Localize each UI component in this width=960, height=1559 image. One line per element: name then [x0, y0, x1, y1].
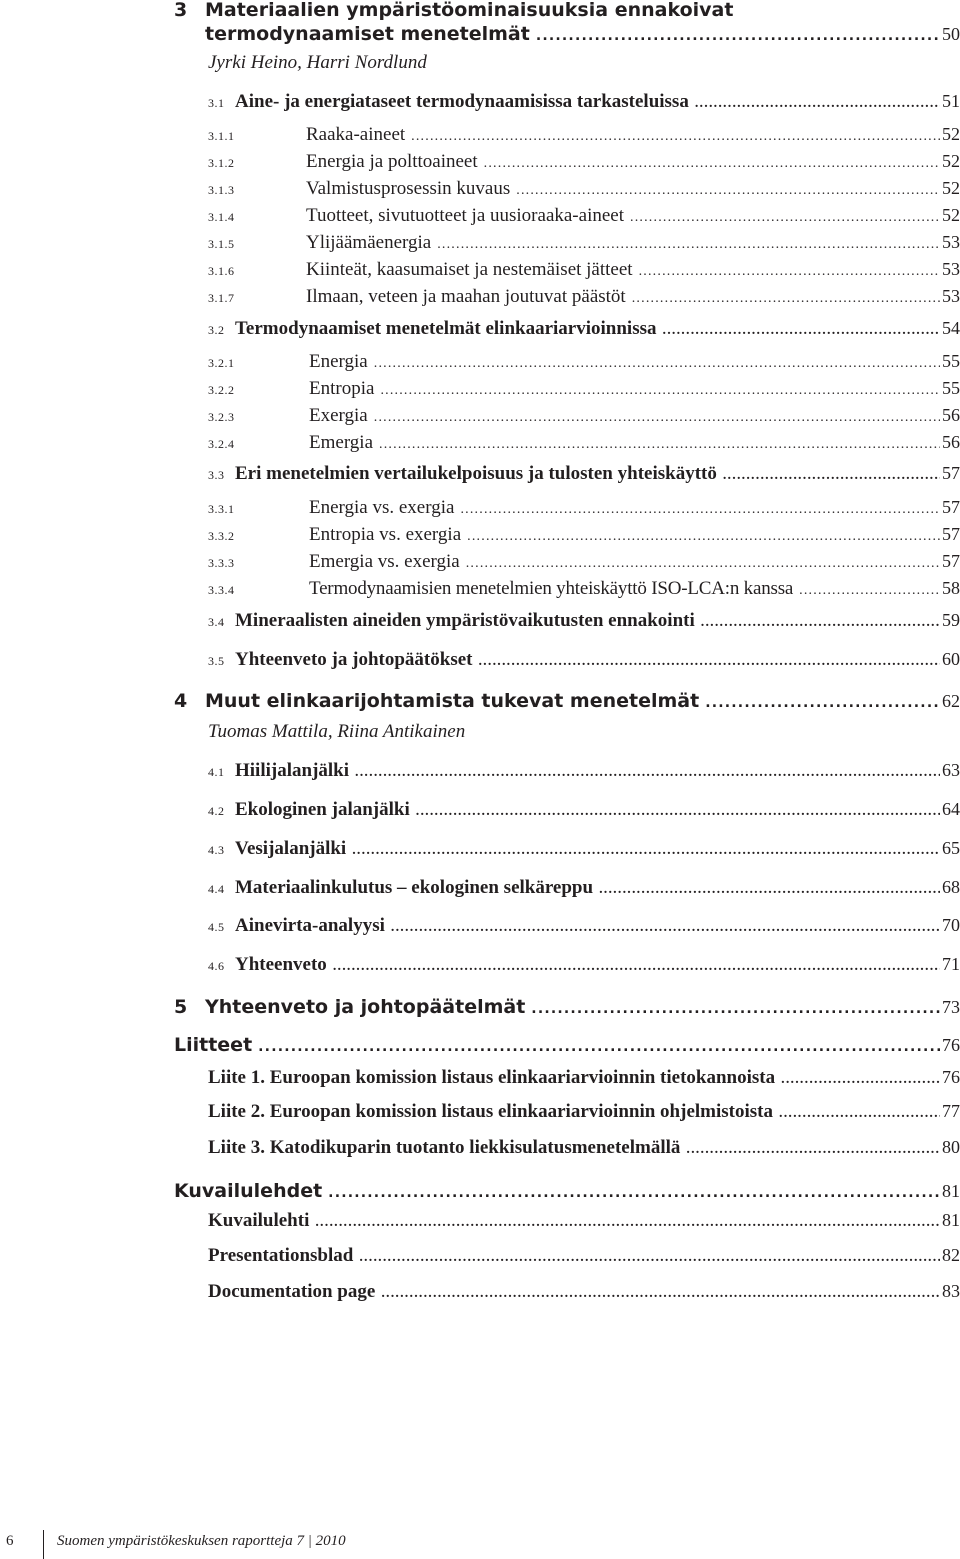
- page-number: 55: [942, 378, 960, 398]
- chapter-number: 5: [174, 996, 188, 1018]
- section-number: 4.2: [208, 804, 225, 818]
- dot-leader: [328, 1185, 940, 1201]
- page-number: 71: [942, 954, 960, 974]
- chapter-number: 3: [174, 0, 188, 21]
- chapter-number: 4: [174, 690, 188, 712]
- toc-subsection-3-1-1[interactable]: [0, 124, 960, 146]
- dot-leader: [630, 210, 940, 226]
- dot-leader: [516, 183, 940, 199]
- dot-leader: [632, 291, 940, 307]
- section-number: 3.5: [208, 654, 225, 668]
- toc-kuvailulehti[interactable]: [0, 1210, 960, 1232]
- dot-leader: [374, 356, 940, 372]
- subsection-title: Kiinteät, kaasumaiset ja nestemäiset jätteet: [306, 259, 633, 280]
- subsection-number: 3.1.1: [208, 129, 235, 143]
- page-number: 83: [942, 1281, 960, 1301]
- dot-leader: [460, 502, 940, 518]
- toc-presentationsblad[interactable]: [0, 1245, 960, 1267]
- footer-divider: [43, 1530, 44, 1559]
- section-title: Vesijalanjälki: [235, 838, 347, 859]
- chapter-3-heading-line-2[interactable]: [0, 24, 960, 46]
- subsection-title: Entropia vs. exergia: [309, 524, 462, 545]
- subsection-title: Exergia: [309, 405, 368, 426]
- toc-subsection-3-2-3[interactable]: [0, 405, 960, 427]
- chapter-title: Materiaalien ympäristöominaisuuksia ennakoivat: [205, 0, 734, 21]
- toc-section-4-1[interactable]: [0, 760, 960, 782]
- toc-liite-2[interactable]: [0, 1101, 960, 1123]
- subsection-title: Energia ja polttoaineet: [306, 151, 478, 172]
- section-title: Ainevirta-analyysi: [235, 915, 385, 936]
- subsection-number: 3.3.1: [208, 502, 235, 516]
- page-footer: [0, 1512, 960, 1559]
- dot-leader: [484, 156, 940, 172]
- section-title: Termodynaamiset menetelmät elinkaariarvioinnissa: [235, 318, 657, 339]
- dot-leader: [599, 882, 940, 898]
- chapter-3-heading-line-1[interactable]: [0, 0, 960, 22]
- toc-liite-1[interactable]: [0, 1067, 960, 1089]
- page-number: 57: [942, 497, 960, 517]
- dot-leader: [352, 843, 940, 859]
- page-number: 52: [942, 205, 960, 225]
- page-number: 81: [942, 1181, 960, 1201]
- dot-leader: [701, 615, 940, 631]
- section-number: 3.4: [208, 615, 225, 629]
- page-number: 54: [942, 318, 960, 338]
- subsection-title: Valmistusprosessin kuvaus: [306, 178, 511, 199]
- toc-subsection-3-1-7[interactable]: [0, 286, 960, 308]
- toc-section-4-4[interactable]: [0, 877, 960, 899]
- description-page-title: Presentationsblad: [208, 1245, 354, 1266]
- toc-subsection-3-2-4[interactable]: [0, 432, 960, 454]
- toc-liitteet[interactable]: [0, 1035, 960, 1057]
- chapter-title: Yhteenveto ja johtopäätelmät: [205, 996, 526, 1018]
- subsection-title: Termodynaamisien menetelmien yhteiskäyttö ISO-LCA:n kanssa: [309, 578, 794, 599]
- toc-subsection-3-1-3[interactable]: [0, 178, 960, 200]
- liitteet-title: Liitteet: [174, 1034, 253, 1056]
- toc-section-3-5[interactable]: [0, 649, 960, 671]
- dot-leader: [467, 529, 940, 545]
- toc-section-3-1[interactable]: [0, 91, 960, 113]
- dot-leader: [705, 695, 940, 711]
- subsection-number: 3.1.7: [208, 291, 235, 305]
- section-number: 3.1: [208, 96, 225, 110]
- dot-leader: [258, 1039, 940, 1055]
- page-number: 50: [942, 24, 960, 44]
- section-number: 3.2: [208, 323, 225, 337]
- dot-leader: [315, 1215, 940, 1231]
- chapter-5-heading[interactable]: [0, 997, 960, 1019]
- dot-leader: [416, 804, 940, 820]
- dot-leader: [437, 237, 940, 253]
- subsection-title: Ylijäämäenergia: [306, 232, 432, 253]
- page-number: 56: [942, 432, 960, 452]
- toc-subsection-3-2-1[interactable]: [0, 351, 960, 373]
- toc-subsection-3-3-3[interactable]: [0, 551, 960, 573]
- dot-leader: [639, 264, 940, 280]
- page-number: 58: [942, 578, 960, 598]
- dot-leader: [355, 765, 940, 781]
- chapter-4-heading[interactable]: [0, 691, 960, 713]
- section-title: Yhteenveto ja johtopäätökset: [235, 649, 473, 670]
- page-number: 70: [942, 915, 960, 935]
- section-title: Aine- ja energiataseet termodynaamisissa tarkasteluissa: [235, 91, 689, 112]
- chapter-3-authors: Jyrki Heino, Harri Nordlund: [208, 52, 427, 73]
- appendix-title: Liite 1. Euroopan komission listaus elinkaariarvioinnin tietokannoista: [208, 1067, 776, 1088]
- dot-leader: [391, 920, 940, 936]
- page-number: 82: [942, 1245, 960, 1265]
- page-number: 63: [942, 760, 960, 780]
- subsection-title: Ilmaan, veteen ja maahan joutuvat päästöt: [306, 286, 626, 307]
- toc-section-4-3[interactable]: [0, 838, 960, 860]
- subsection-title: Emergia: [309, 432, 374, 453]
- appendix-title: Liite 2. Euroopan komission listaus elinkaariarvioinnin ohjelmistoista: [208, 1101, 773, 1122]
- toc-section-3-2[interactable]: [0, 318, 960, 340]
- toc-section-4-5[interactable]: [0, 915, 960, 937]
- dot-leader: [695, 96, 940, 112]
- toc-section-4-6[interactable]: [0, 954, 960, 976]
- section-number: 4.6: [208, 959, 225, 973]
- subsection-number: 3.2.3: [208, 410, 235, 424]
- subsection-number: 3.3.3: [208, 556, 235, 570]
- section-number: 3.3: [208, 468, 225, 482]
- dot-leader: [466, 556, 940, 572]
- page-number: 55: [942, 351, 960, 371]
- toc-documentation-page[interactable]: [0, 1281, 960, 1303]
- page-number: 76: [942, 1035, 960, 1055]
- page-number: 52: [942, 178, 960, 198]
- section-title: Yhteenveto: [235, 954, 327, 975]
- dot-leader: [531, 1001, 940, 1017]
- description-page-title: Kuvailulehti: [208, 1210, 310, 1231]
- toc-subsection-3-2-2[interactable]: [0, 378, 960, 400]
- chapter-title-continued: termodynaamiset menetelmät: [205, 23, 530, 45]
- chapter-title: Muut elinkaarijohtamista tukevat menetelmät: [205, 690, 700, 712]
- subsection-title: Emergia vs. exergia: [309, 551, 460, 572]
- page-number: 76: [942, 1067, 960, 1087]
- subsection-number: 3.3.4: [208, 583, 235, 597]
- page-number: 52: [942, 124, 960, 144]
- appendix-title: Liite 3. Katodikuparin tuotanto liekkisulatusmenetelmällä: [208, 1137, 681, 1158]
- dot-leader: [781, 1072, 940, 1088]
- section-title: Eri menetelmien vertailukelpoisuus ja tulosten yhteiskäyttö: [235, 463, 717, 484]
- page-number: 57: [942, 463, 960, 483]
- dot-leader: [478, 654, 940, 670]
- page-number: 53: [942, 286, 960, 306]
- page-number: 64: [942, 799, 960, 819]
- page-number: 77: [942, 1101, 960, 1121]
- dot-leader: [536, 28, 940, 44]
- toc-liite-3[interactable]: [0, 1137, 960, 1159]
- dot-leader: [686, 1142, 940, 1158]
- toc-section-3-3[interactable]: [0, 463, 960, 485]
- page-number: 52: [942, 151, 960, 171]
- section-number: 4.4: [208, 882, 225, 896]
- description-page-title: Documentation page: [208, 1281, 376, 1302]
- section-number: 4.5: [208, 920, 225, 934]
- section-title: Hiilijalanjälki: [235, 760, 350, 781]
- page-number: 53: [942, 232, 960, 252]
- page-number: 57: [942, 524, 960, 544]
- toc-subsection-3-1-6[interactable]: [0, 259, 960, 281]
- dot-leader: [379, 437, 940, 453]
- subsection-title: Entropia: [309, 378, 375, 399]
- toc-subsection-3-3-4[interactable]: [0, 578, 960, 600]
- toc-kuvailulehdet[interactable]: [0, 1181, 960, 1203]
- subsection-number: 3.1.5: [208, 237, 235, 251]
- page-number: 68: [942, 877, 960, 897]
- subsection-number: 3.1.4: [208, 210, 235, 224]
- toc-subsection-3-3-1[interactable]: [0, 497, 960, 519]
- dot-leader: [374, 410, 940, 426]
- dot-leader: [411, 129, 940, 145]
- toc-subsection-3-1-2[interactable]: [0, 151, 960, 173]
- subsection-number: 3.2.1: [208, 356, 235, 370]
- subsection-number: 3.1.2: [208, 156, 235, 170]
- dot-leader: [663, 323, 941, 339]
- dot-leader: [779, 1106, 940, 1122]
- subsection-title: Energia: [309, 351, 368, 372]
- page-number: 60: [942, 649, 960, 669]
- dot-leader: [723, 468, 940, 484]
- subsection-number: 3.2.2: [208, 383, 235, 397]
- section-title: Ekologinen jalanjälki: [235, 799, 410, 820]
- section-title: Mineraalisten aineiden ympäristövaikutusten ennakointi: [235, 610, 695, 631]
- footer-publication: Suomen ympäristökeskuksen raportteja 7 | 2010: [57, 1533, 346, 1549]
- page-number: 81: [942, 1210, 960, 1230]
- subsection-number: 3.2.4: [208, 437, 235, 451]
- footer-page-number: 6: [6, 1533, 14, 1549]
- section-number: 4.1: [208, 765, 225, 779]
- dot-leader: [381, 1286, 940, 1302]
- page-number: 57: [942, 551, 960, 571]
- page-number: 51: [942, 91, 960, 111]
- dot-leader: [380, 383, 940, 399]
- subsection-title: Raaka-aineet: [306, 124, 406, 145]
- page-number: 56: [942, 405, 960, 425]
- subsection-title: Energia vs. exergia: [309, 497, 455, 518]
- toc-subsection-3-1-5[interactable]: [0, 232, 960, 254]
- dot-leader: [359, 1250, 940, 1266]
- page-number: 65: [942, 838, 960, 858]
- subsection-title: Tuotteet, sivutuotteet ja uusioraaka-aineet: [306, 205, 624, 226]
- page-number: 73: [942, 997, 960, 1017]
- toc-section-4-2[interactable]: [0, 799, 960, 821]
- dot-leader: [799, 583, 940, 599]
- page-number: 53: [942, 259, 960, 279]
- page-number: 62: [942, 691, 960, 711]
- page-number: 80: [942, 1137, 960, 1157]
- chapter-4-authors: Tuomas Mattila, Riina Antikainen: [208, 721, 466, 742]
- page-number: 59: [942, 610, 960, 630]
- section-title: Materiaalinkulutus – ekologinen selkäreppu: [235, 877, 594, 898]
- dot-leader: [333, 959, 940, 975]
- subsection-number: 3.3.2: [208, 529, 235, 543]
- kuvailulehdet-title: Kuvailulehdet: [174, 1180, 323, 1202]
- toc-section-3-4[interactable]: [0, 610, 960, 632]
- subsection-number: 3.1.6: [208, 264, 235, 278]
- section-number: 4.3: [208, 843, 225, 857]
- toc-subsection-3-1-4[interactable]: [0, 205, 960, 227]
- toc-subsection-3-3-2[interactable]: [0, 524, 960, 546]
- subsection-number: 3.1.3: [208, 183, 235, 197]
